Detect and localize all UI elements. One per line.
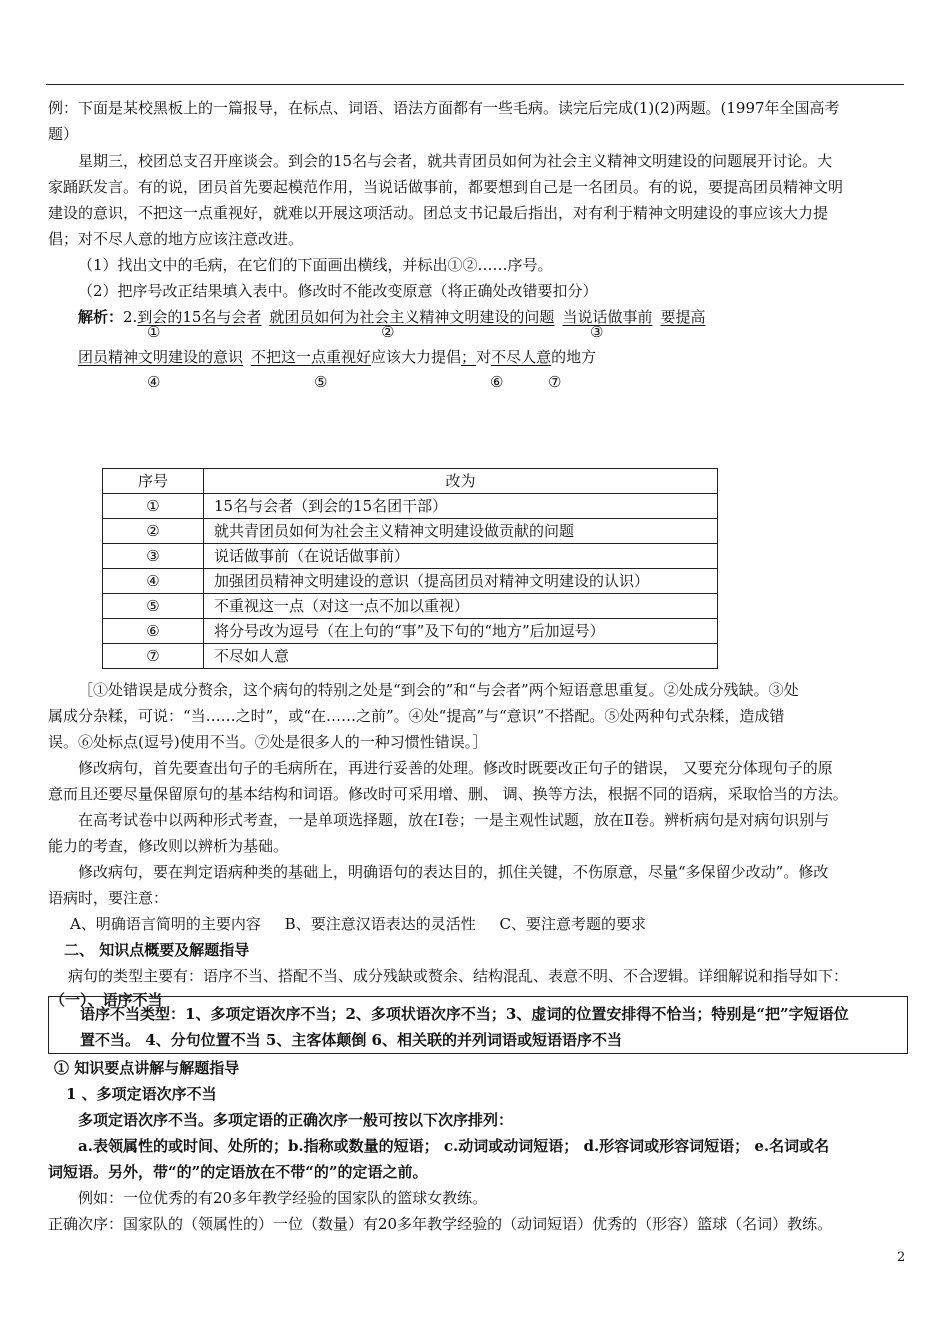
table-header: 序号 — [103, 469, 204, 494]
error-1: 到会的15名与会者 — [137, 308, 262, 326]
error-5: 不把这一点重视好 — [251, 348, 372, 366]
intro-line: 例：下面是某校黑板上的一篇报导，在标点、词语、语法方面都有一些毛病。读完后完成(1)(2)两题。(1997年全国高考 — [48, 99, 840, 117]
top-rule — [46, 84, 904, 85]
error-4b: 团员精神文明建设的意识 — [78, 348, 244, 366]
table-cell-index: ③ — [103, 544, 204, 569]
marker-1: ① — [147, 323, 161, 341]
error-3: 当说话做事前 — [562, 308, 653, 326]
table-cell-index: ⑥ — [103, 619, 204, 644]
task-line: （2）把序号改正结果填入表中。修改时不能改变原意（将正确处改错要扣分） — [78, 282, 598, 300]
table-cell-fix: 不尽如人意 — [204, 644, 718, 669]
paragraph-line: 在高考试卷中以两种形式考查，一是单项选择题，放在Ⅰ卷；一是主观性试题，放在Ⅱ卷。辨析病句是对病句识别与 — [78, 811, 830, 829]
guide-rule: 多项定语次序不当。多项定语的正确次序一般可按以下次序排列： — [78, 1111, 514, 1129]
passage-line: 倡；对不尽人意的地方应该注意改进。 — [48, 230, 304, 248]
table-cell-fix: 说话做事前（在说话做事前） — [204, 544, 718, 569]
table-row — [103, 519, 718, 544]
explanation-line: ［①处错误是成分赘余，这个病句的特别之处是“到会的”和“与会者”两个短语意思重复。②处成分残缺。③处 — [78, 681, 799, 699]
passage-line: 家踊跃发言。有的说，团员首先要起模范作用，当说话做事前，都要想到自己是一名团员。有的说，要提高团员精神文明 — [48, 178, 844, 196]
paragraph-line: 能力的考查，修改则以辨析为基础。 — [48, 837, 289, 855]
error-7: 不尽人意 — [491, 348, 552, 366]
table-row — [103, 644, 718, 669]
table-cell-index: ① — [103, 494, 204, 519]
notes-line: A、明确语言简明的主要内容 B、要注意汉语表达的灵活性 C、要注意考题的要求 — [70, 915, 647, 933]
analysis-prefix: 2. — [123, 308, 138, 326]
table-cell-fix: 15名与会者（到会的15名团干部） — [204, 494, 718, 519]
table-cell-index: ② — [103, 519, 204, 544]
paragraph-line: 语病时，要注意： — [48, 889, 169, 907]
marker-3: ③ — [590, 323, 604, 341]
paragraph-line: 修改病句，首先要查出句子的毛病所在，再进行妥善的处理。修改时既要改正句子的错误， 又要充分体现句子的原 — [78, 759, 833, 777]
table-cell-index: ⑤ — [103, 594, 204, 619]
analysis-text: 的地方 — [551, 348, 597, 366]
paragraph-line: 意而且还要尽量保留原句的基本结构和词语。修改时可采用增、删、 调、换等方法，根据不同的语病，采取恰当的方法。 — [48, 785, 848, 803]
table-row — [103, 544, 718, 569]
table-cell-index: ④ — [103, 569, 204, 594]
error-6: ； — [461, 348, 477, 366]
table-cell-fix: 就共青团员如何为社会主义精神文明建设做贡献的问题 — [204, 519, 718, 544]
table-cell-fix: 不重视这一点（对这一点不加以重视） — [204, 594, 718, 619]
analysis-text: 对 — [476, 348, 492, 366]
subsection-heading: （一）、语序不当 — [50, 991, 163, 1009]
example-line: 例如：一位优秀的有20多年教学经验的国家队的篮球女教练。 — [78, 1189, 488, 1207]
marker-2: ② — [381, 323, 395, 341]
correct-order-line: 正确次序：国家队的（领属性的）一位（数量）有20多年教学经验的（动词短语）优秀的（形容）篮球（名词）教练。 — [48, 1215, 833, 1233]
guide-order: 词短语。另外，带“的”的定语放在不带“的”的定语之前。 — [48, 1163, 428, 1181]
section-heading: 二、 知识点概要及解题指导 — [64, 941, 250, 959]
passage-line: 建设的意识，不把这一点重视好，就难以开展这项活动。团总支书记最后指出，对有利于精神文明建设的事应该大力提 — [48, 204, 829, 222]
table-cell-index: ⑦ — [103, 644, 204, 669]
correction-table — [102, 468, 718, 669]
explanation-line: 属成分杂糅，可说：“当……之时”，或“在……之前”。④处“提高”与“意识”不搭配。⑤处两种句式杂糅，造成错 — [48, 707, 785, 725]
marker-4: ④ — [147, 373, 161, 391]
guide-title: ① 知识要点讲解与解题指导 — [54, 1059, 240, 1077]
passage-line: 星期三，校团总支召开座谈会。到会的15名与会者，就共青团员如何为社会主义精神文明建设的问题展开讨论。大 — [78, 152, 833, 170]
table-row — [103, 619, 718, 644]
explanation-line: 误。⑥处标点(逗号)使用不当。⑦处是很多人的一种习惯性错误。］ — [48, 733, 488, 751]
analysis-line-2 — [78, 347, 596, 367]
error-4a: 要提高 — [660, 308, 706, 326]
error-2: 就团员如何为社会主义精神文明建设的问题 — [269, 308, 555, 326]
page-number: 2 — [897, 1250, 906, 1265]
table-cell-fix: 将分号改为逗号（在上句的“事”及下句的“地方”后加逗号） — [204, 619, 718, 644]
table-row — [103, 494, 718, 519]
types-line: 病句的类型主要有：语序不当、搭配不当、成分残缺或赘余、结构混乱、表意不明、不合逻辑。详细解说和指导如下： — [68, 967, 849, 985]
table-cell-fix: 加强团员精神文明建设的意识（提高团员对精神文明建设的认识） — [204, 569, 718, 594]
marker-5: ⑤ — [314, 373, 328, 391]
analysis-label: 解析： — [78, 308, 124, 326]
guide-order: a.表领属性的或时间、处所的；b.指称或数量的短语； c.动词或动词短语； d.形容词或形容词短语； e.名词或名 — [78, 1137, 830, 1155]
task-line: （1）找出文中的毛病，在它们的下面画出横线，并标出①②……序号。 — [78, 256, 553, 274]
table-header: 改为 — [204, 469, 718, 494]
table-row — [103, 569, 718, 594]
paragraph-line: 修改病句，要在判定语病种类的基础上，明确语句的表达目的，抓住关键，不伤原意，尽量“多保留少改动”。修改 — [78, 863, 829, 881]
box-line: 语序不当类型：1、多项定语次序不当；2、多项状语次序不当；3、虚词的位置安排得不恰当；特别是“把”字短语位 — [80, 1005, 849, 1023]
intro-line: 题） — [48, 125, 79, 143]
table-header-row — [103, 469, 718, 494]
guide-item: 1 、多项定语次序不当 — [66, 1085, 217, 1103]
marker-6: ⑥ — [490, 373, 504, 391]
table-row — [103, 594, 718, 619]
marker-7: ⑦ — [548, 373, 562, 391]
analysis-text: 应该大力提倡 — [371, 348, 462, 366]
box-line: 置不当。 4、分句位置不当 5、主客体颠倒 6、相关联的并列词语或短语语序不当 — [80, 1031, 622, 1049]
